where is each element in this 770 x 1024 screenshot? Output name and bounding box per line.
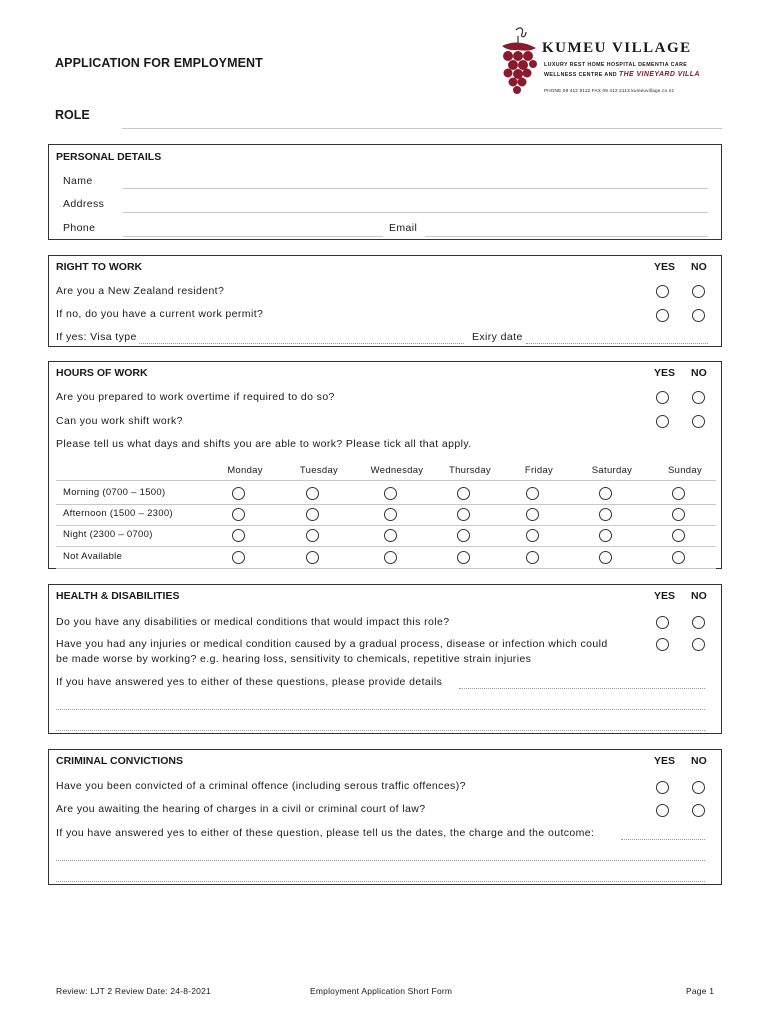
radio-shift-3-thursday[interactable] [457,551,470,564]
no-header: NO [691,261,707,273]
section-title: HOURS OF WORK [56,367,148,379]
radio-shift-0-thursday[interactable] [457,487,470,500]
question-convicted: Have you been convicted of a criminal offence (including serous traffic offences)? [56,780,466,792]
right-to-work-section [48,255,722,347]
criminal-details-line-2[interactable] [56,860,705,861]
radio-shift-3-tuesday[interactable] [306,551,319,564]
role-label: ROLE [55,108,90,122]
question-awaiting-hearing: Are you awaiting the hearing of charges in a civil or criminal court of law? [56,803,426,815]
radio-shift-1-saturday[interactable] [599,508,612,521]
radio-shift-0-tuesday[interactable] [306,487,319,500]
no-header: NO [691,590,707,602]
radio-work-permit-no[interactable] [692,309,705,322]
criminal-details-label: If you have answered yes to either of these question, please tell us the dates, the charge and the outcome: [56,827,595,839]
page-title: APPLICATION FOR EMPLOYMENT [55,56,263,70]
logo-contact: PHONE 09 412 9112 FAX 09 412 2113 kumeuvillage.co.nz [544,88,674,93]
day-header-saturday: Saturday [591,465,633,476]
radio-shift-2-friday[interactable] [526,529,539,542]
health-details-input[interactable] [459,688,705,689]
radio-nz-resident-no[interactable] [692,285,705,298]
radio-shift-2-thursday[interactable] [457,529,470,542]
expiry-date-input[interactable] [526,343,708,344]
radio-shift-0-monday[interactable] [232,487,245,500]
yes-header: YES [654,590,676,602]
footer-review: Review: LJT 2 Review Date: 24-8-2021 [56,986,211,996]
question-work-permit: If no, do you have a current work permit? [56,308,264,320]
no-header: NO [691,755,707,767]
radio-shift-1-friday[interactable] [526,508,539,521]
question-days-shifts: Please tell us what days and shifts you are able to work? Please tick all that apply. [56,438,472,450]
radio-injuries-yes[interactable] [656,638,669,651]
section-title: PERSONAL DETAILS [56,151,162,163]
shift-label: Night (2300 – 0700) [63,529,153,540]
day-header-wednesday: Wednesday [370,465,424,476]
day-header-friday: Friday [524,465,554,476]
visa-type-input[interactable] [139,343,464,344]
radio-convicted-yes[interactable] [656,781,669,794]
logo-villa: THE VINEYARD VILLA [618,71,700,78]
radio-awaiting-hearing-yes[interactable] [656,804,669,817]
shift-label: Not Available [63,551,123,562]
footer-form-name: Employment Application Short Form [310,986,453,996]
radio-convicted-no[interactable] [692,781,705,794]
day-header-tuesday: Tuesday [299,465,339,476]
radio-shift-3-wednesday[interactable] [384,551,397,564]
kumeu-village-logo [496,26,706,100]
radio-awaiting-hearing-no[interactable] [692,804,705,817]
radio-shift-2-saturday[interactable] [599,529,612,542]
grid-divider [56,525,716,526]
logo-tagline: LUXURY REST HOME HOSPITAL DEMENTIA CARE [544,62,688,68]
criminal-details-line-3[interactable] [56,881,705,882]
visa-type-label: If yes: Visa type [56,331,137,343]
yes-header: YES [654,755,676,767]
radio-shift-3-monday[interactable] [232,551,245,564]
shift-label: Morning (0700 – 1500) [63,487,166,498]
name-input[interactable] [123,188,708,189]
radio-shift-2-tuesday[interactable] [306,529,319,542]
personal-details-section [48,144,722,240]
radio-shift-2-monday[interactable] [232,529,245,542]
question-nz-resident: Are you a New Zealand resident? [56,285,225,297]
day-header-monday: Monday [227,465,263,476]
logo-name: KUMEU VILLAGE [542,40,692,56]
day-header-thursday: Thursday [448,465,491,476]
radio-shift-1-monday[interactable] [232,508,245,521]
address-input[interactable] [123,212,708,213]
health-details-line-3[interactable] [56,730,705,731]
logo-tagline-a: WELLNESS CENTRE AND [544,72,618,78]
radio-shift-0-wednesday[interactable] [384,487,397,500]
radio-shift-0-friday[interactable] [526,487,539,500]
radio-disabilities-yes[interactable] [656,616,669,629]
radio-shift-2-wednesday[interactable] [384,529,397,542]
section-title: HEALTH & DISABILITIES [56,590,180,602]
grid-divider [56,568,716,569]
radio-nz-resident-yes[interactable] [656,285,669,298]
yes-header: YES [654,261,676,273]
phone-input[interactable] [123,236,383,237]
address-label: Address [63,198,105,210]
role-input[interactable] [122,128,722,129]
question-shift-work: Can you work shift work? [56,415,183,427]
radio-shift-1-tuesday[interactable] [306,508,319,521]
footer-page-number: Page 1 [686,986,715,996]
yes-header: YES [654,367,676,379]
grid-divider [56,480,716,481]
health-details-label: If you have answered yes to either of these questions, please provide details [56,676,443,688]
grape-cluster-icon [496,26,544,100]
grid-divider [56,504,716,505]
radio-shift-0-saturday[interactable] [599,487,612,500]
hours-of-work-section [48,361,722,569]
grid-divider [56,546,716,547]
section-title: CRIMINAL CONVICTIONS [56,755,183,767]
criminal-convictions-section [48,749,722,885]
email-label: Email [389,222,418,234]
radio-shift-3-saturday[interactable] [599,551,612,564]
radio-shift-1-wednesday[interactable] [384,508,397,521]
question-injuries-line2: be made worse by working? e.g. hearing loss, sensitivity to chemicals, repetitive strain injuries [56,653,532,665]
radio-shift-1-thursday[interactable] [457,508,470,521]
radio-disabilities-no[interactable] [692,616,705,629]
radio-injuries-no[interactable] [692,638,705,651]
radio-shift-3-friday[interactable] [526,551,539,564]
name-label: Name [63,175,93,187]
criminal-details-input[interactable] [621,839,705,840]
logo-tagline-2 [544,71,700,78]
radio-shift-0-sunday[interactable] [672,487,685,500]
health-details-line-2[interactable] [56,709,705,710]
health-section [48,584,722,734]
question-disabilities: Do you have any disabilities or medical conditions that would impact this role? [56,616,450,628]
radio-work-permit-yes[interactable] [656,309,669,322]
question-overtime: Are you prepared to work overtime if required to do so? [56,391,335,403]
day-header-sunday: Sunday [667,465,703,476]
email-input[interactable] [425,236,708,237]
radio-shift-1-sunday[interactable] [672,508,685,521]
phone-label: Phone [63,222,96,234]
radio-shift-3-sunday[interactable] [672,551,685,564]
radio-shift-2-sunday[interactable] [672,529,685,542]
question-injuries-line1: Have you had any injuries or medical condition caused by a gradual process, disease or infection which could [56,638,608,650]
expiry-date-label: Exiry date [472,331,523,343]
shift-label: Afternoon (1500 – 2300) [63,508,173,519]
shift-grid [49,362,721,568]
no-header: NO [691,367,707,379]
section-title: RIGHT TO WORK [56,261,143,273]
